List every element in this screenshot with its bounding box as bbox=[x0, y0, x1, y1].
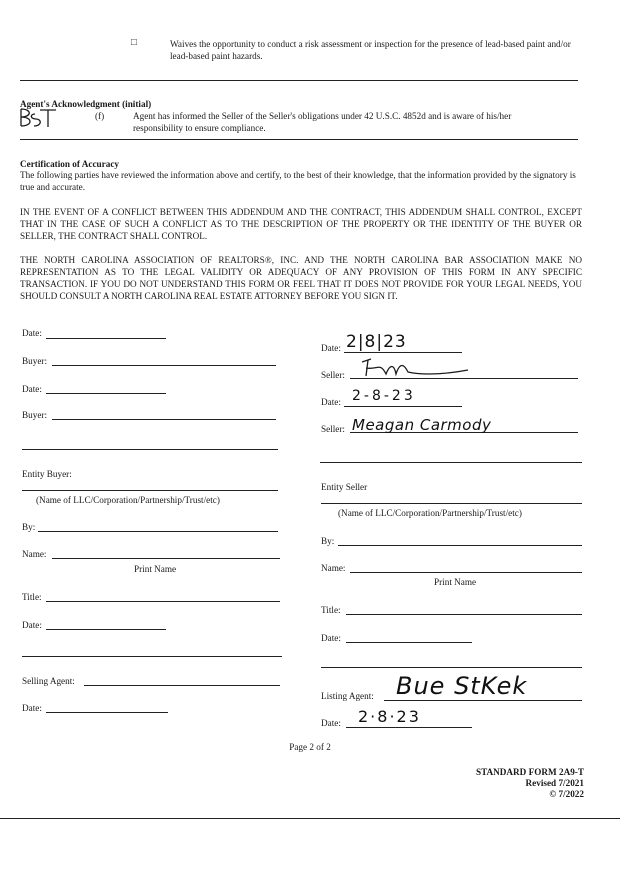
seller-date-field-1[interactable] bbox=[344, 352, 462, 353]
entity-buyer-date-field[interactable] bbox=[46, 629, 166, 630]
divider bbox=[321, 667, 582, 668]
checkbox[interactable]: □ bbox=[131, 37, 137, 48]
seller-label-1: Seller: bbox=[321, 370, 345, 380]
entity-buyer-title-label: Title: bbox=[22, 592, 42, 602]
listing-agent-date-label: Date: bbox=[321, 718, 341, 728]
listing-agent-label: Listing Agent: bbox=[321, 691, 374, 701]
seller-date-value-1: 2|8|23 bbox=[346, 332, 407, 352]
entity-seller-by-field[interactable] bbox=[338, 545, 582, 546]
form-revised: Revised 7/2021 bbox=[525, 778, 584, 788]
entity-seller-print-name-field[interactable] bbox=[350, 572, 582, 573]
certification-heading: Certification of Accuracy bbox=[20, 159, 119, 169]
entity-seller-date-field[interactable] bbox=[346, 642, 472, 643]
seller-date-field-2[interactable] bbox=[344, 406, 462, 407]
divider bbox=[20, 80, 578, 81]
entity-seller-by-label: By: bbox=[321, 536, 335, 546]
seller-signature-2: Meagan Carmody bbox=[352, 416, 492, 434]
entity-buyer-date-label: Date: bbox=[22, 620, 42, 630]
seller-date-label-2: Date: bbox=[321, 397, 341, 407]
form-copyright: © 7/2022 bbox=[549, 789, 584, 799]
entity-seller-name-label: Name: bbox=[321, 563, 346, 573]
entity-seller-title-label: Title: bbox=[321, 605, 341, 615]
entity-seller-title-field[interactable] bbox=[346, 614, 582, 615]
selling-agent-date-field[interactable] bbox=[46, 712, 168, 713]
buyer-date-field-2[interactable] bbox=[46, 393, 166, 394]
entity-seller-name-caption: (Name of LLC/Corporation/Partnership/Trust/etc) bbox=[338, 508, 522, 518]
checkbox-text: Waives the opportunity to conduct a risk assessment or inspection for the presence of lead-based paint and/or lead-based paint hazards. bbox=[170, 39, 571, 61]
listing-agent-date-field[interactable] bbox=[346, 727, 472, 728]
entity-buyer-label: Entity Buyer: bbox=[22, 469, 72, 479]
conflict-paragraph: IN THE EVENT OF A CONFLICT BETWEEN THIS ADDENDUM AND THE CONTRACT, THIS ADDENDUM SHALL CONTROL, EXCEPT THAT IN THE CASE OF SUCH A CONFLICT AS TO THE DESCRIPTION OF THE PROPERTY OR THE IDENTITY OF THE BUYER OR SELLER, THE CONTRACT SHALL CONTROL. bbox=[20, 207, 582, 241]
entity-seller-date-label: Date: bbox=[321, 633, 341, 643]
buyer-label-2: Buyer: bbox=[22, 410, 48, 420]
agent-ack-item: (f) bbox=[95, 111, 105, 121]
entity-buyer-title-field[interactable] bbox=[46, 601, 280, 602]
seller-label-2: Seller: bbox=[321, 424, 345, 434]
buyer-date-label-2: Date: bbox=[22, 384, 42, 394]
buyer-label-1: Buyer: bbox=[22, 356, 48, 366]
form-name: STANDARD FORM 2A9-T bbox=[475, 767, 584, 777]
divider bbox=[320, 462, 582, 463]
entity-seller-name-field[interactable] bbox=[321, 503, 582, 504]
divider bbox=[20, 139, 578, 140]
listing-agent-signature: Bue StKek bbox=[396, 672, 528, 700]
selling-agent-date-label: Date: bbox=[22, 703, 42, 713]
page-bottom-rule bbox=[0, 818, 620, 819]
buyer-signature-field-1[interactable] bbox=[52, 365, 276, 366]
listing-agent-signature-field[interactable] bbox=[384, 700, 582, 701]
entity-buyer-name-label: Name: bbox=[22, 549, 47, 559]
disclaimer-paragraph: THE NORTH CAROLINA ASSOCIATION OF REALTORS®, INC. AND THE NORTH CAROLINA BAR ASSOCIATION MAKE NO REPRESENTATION AS TO THE LEGAL VALIDITY OR ADEQUACY OF ANY PROVISION OF THIS FORM IN ANY SPECIFIC TRANSACTION. IF YOU DO NOT UNDERSTAND THIS FORM OR FEEL THAT IT DOES NOT PROVIDE FOR YOUR LEGAL NEEDS, YOU SHOULD CONSULT A NORTH CAROLINA REAL ESTATE ATTORNEY BEFORE YOU SIGN IT. bbox=[20, 255, 582, 301]
agent-ack-heading: Agent's Acknowledgment (initial) bbox=[20, 99, 152, 109]
selling-agent-signature-field[interactable] bbox=[84, 685, 280, 686]
entity-buyer-name-caption: (Name of LLC/Corporation/Partnership/Trust/etc) bbox=[36, 495, 220, 505]
buyer-date-label-1: Date: bbox=[22, 328, 42, 338]
entity-buyer-by-label: By: bbox=[22, 522, 36, 532]
certification-text: The following parties have reviewed the information above and certify, to the best of their knowledge, that the information provided by the signatory is true and accurate. bbox=[20, 170, 576, 192]
listing-agent-date-value: 2·8·23 bbox=[358, 707, 421, 726]
entity-buyer-print-name-caption: Print Name bbox=[134, 564, 177, 574]
buyer-signature-field-2[interactable] bbox=[52, 419, 276, 420]
agent-ack-text: Agent has informed the Seller of the Seller's obligations under 42 U.S.C. 4852d and is aware of his/her responsibility to ensure compliance. bbox=[133, 111, 512, 133]
agent-initials-signature bbox=[18, 106, 60, 128]
entity-seller-label: Entity Seller bbox=[321, 482, 368, 492]
seller-signature-1 bbox=[356, 356, 476, 380]
seller-date-label-1: Date: bbox=[321, 343, 341, 353]
divider bbox=[22, 656, 282, 657]
seller-date-value-2: 2-8-23 bbox=[352, 388, 416, 404]
entity-buyer-print-name-field[interactable] bbox=[52, 558, 280, 559]
entity-buyer-by-field[interactable] bbox=[38, 531, 278, 532]
page-number: Page 2 of 2 bbox=[289, 742, 331, 752]
selling-agent-label: Selling Agent: bbox=[22, 676, 75, 686]
buyer-date-field-1[interactable] bbox=[46, 338, 166, 339]
divider bbox=[22, 449, 278, 450]
entity-seller-print-name-caption: Print Name bbox=[434, 577, 477, 587]
entity-buyer-name-field[interactable] bbox=[22, 490, 278, 491]
